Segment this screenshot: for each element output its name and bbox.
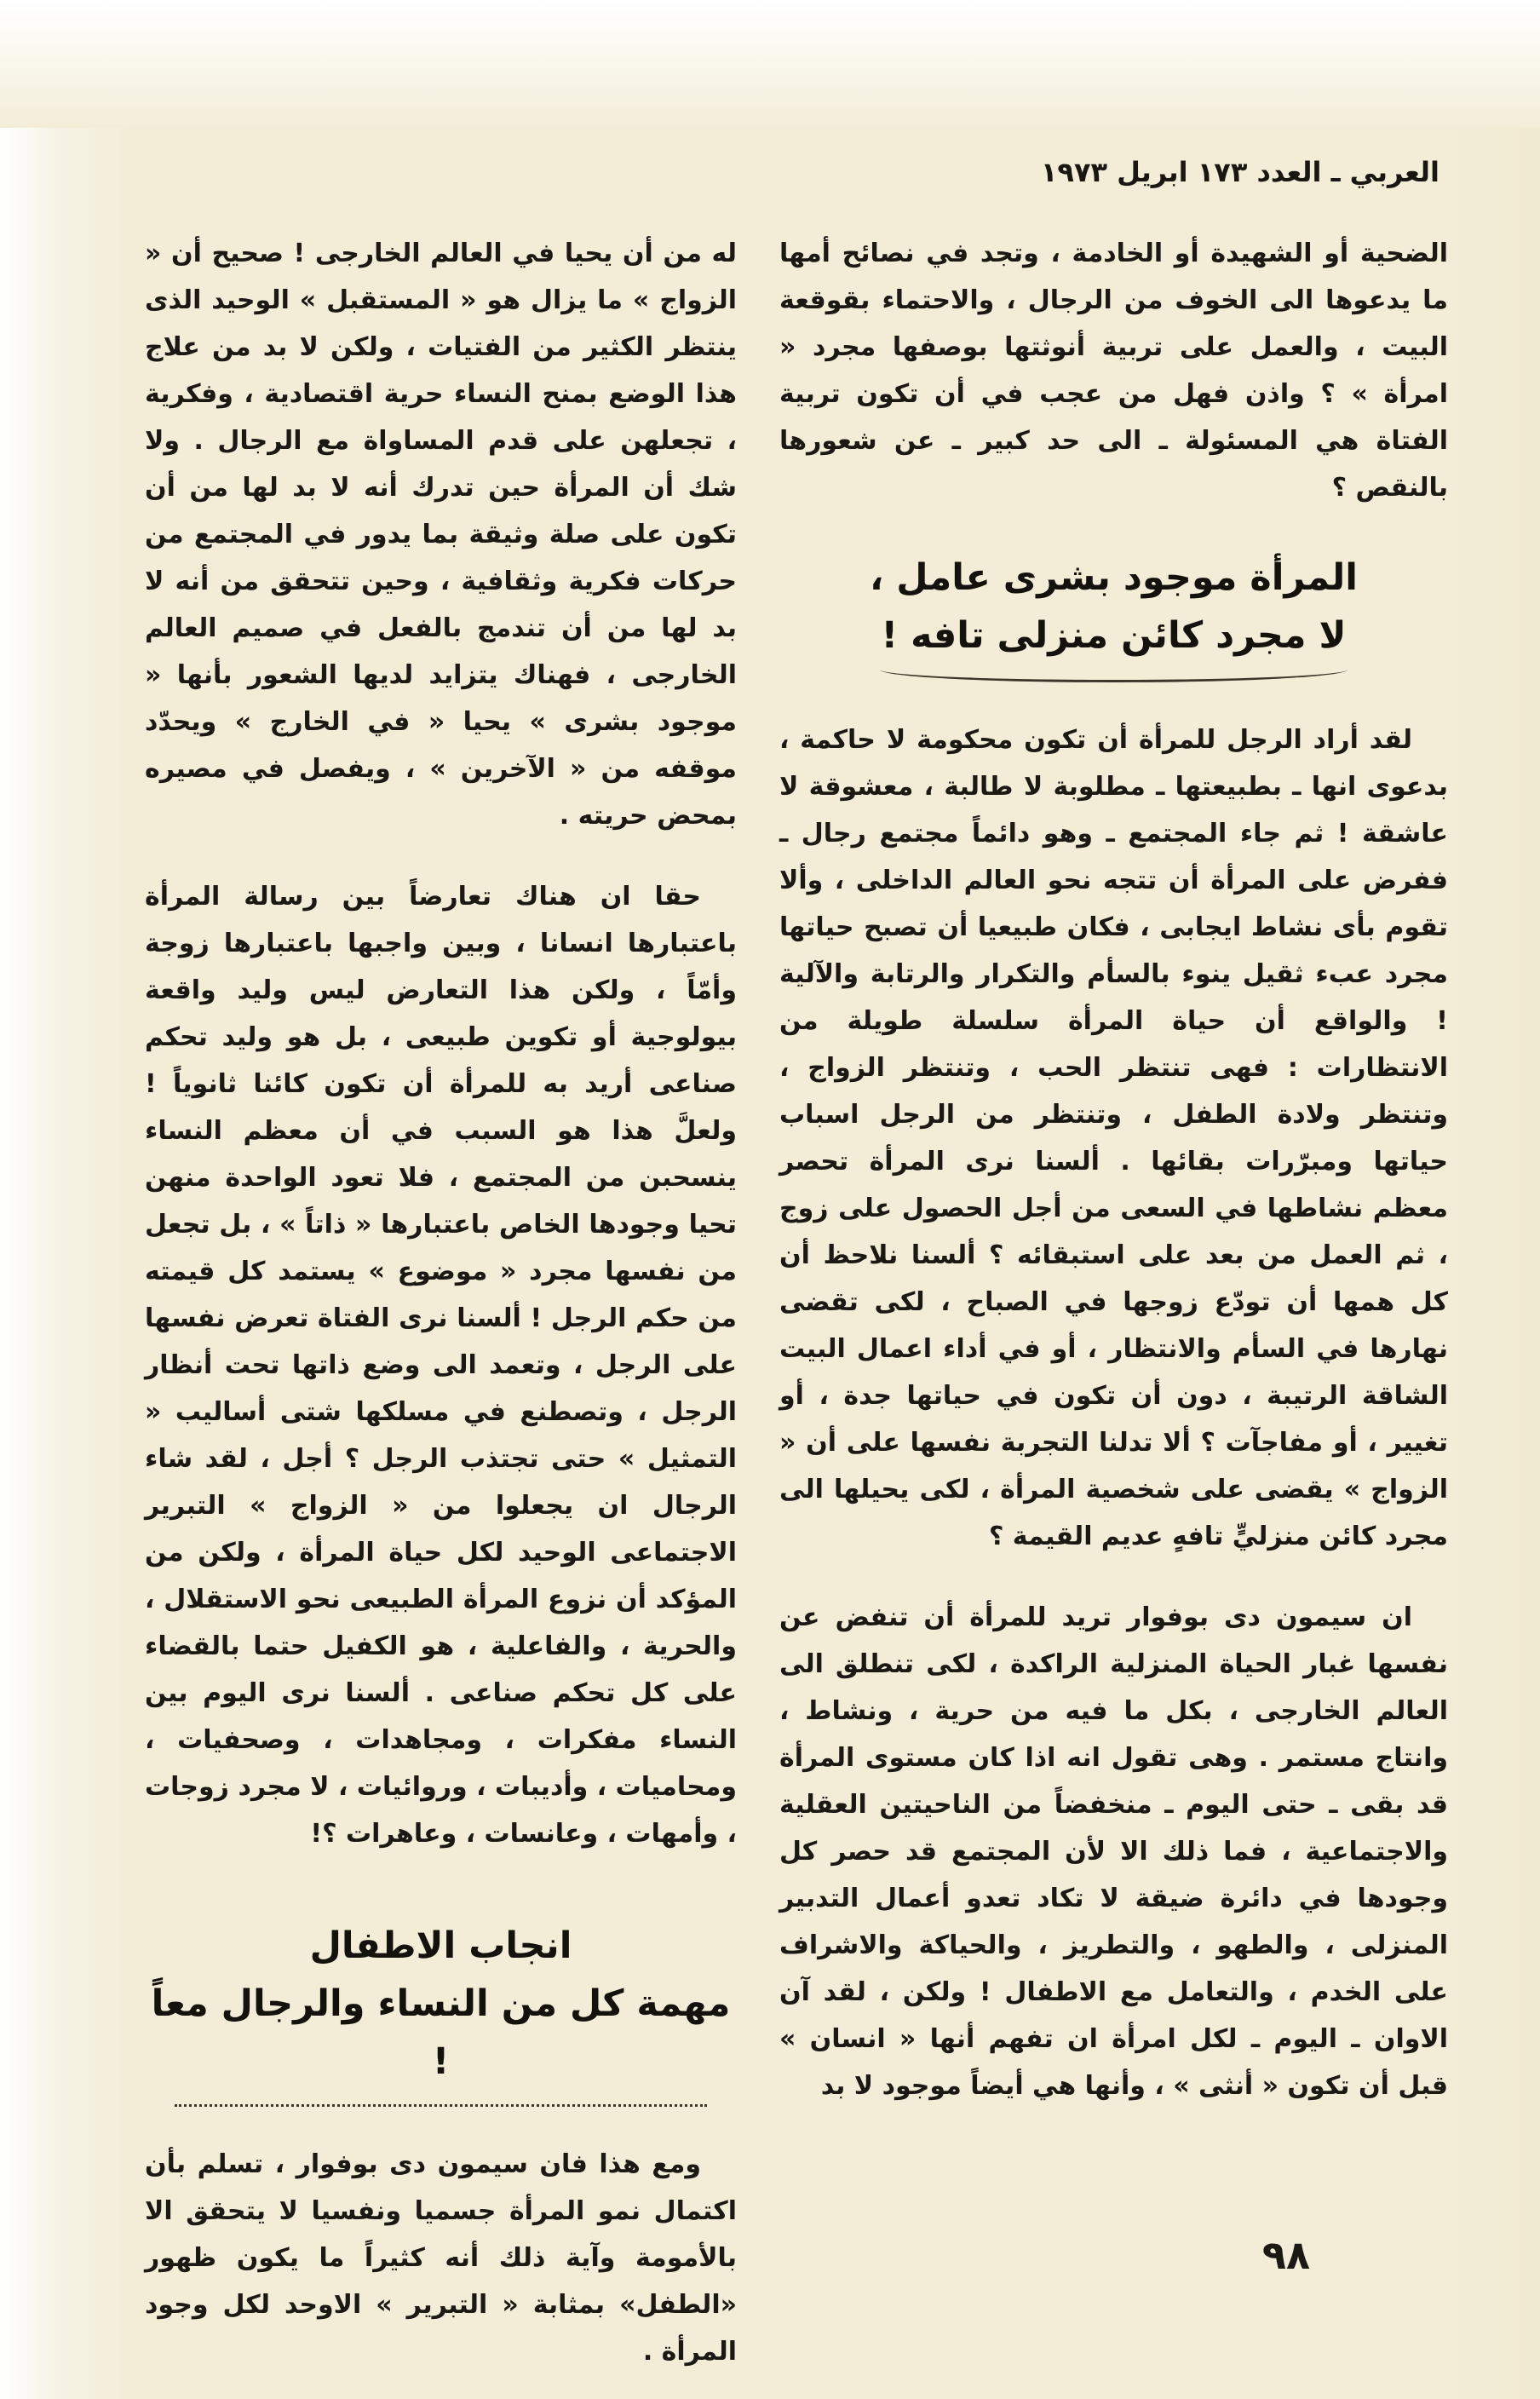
page-edge-shadow-right [1438, 0, 1540, 2399]
section-heading-2 [145, 1917, 737, 2107]
left-column [145, 230, 737, 2367]
section-heading-2-line-2: مهمة كل من النساء والرجال معاً ! [151, 1982, 731, 2083]
paragraph-continued: الضحية أو الشهيدة أو الخادمة ، وتجد في نصائح أمها ما يدعوها الى الخوف من الرجال ، والاحتماء بقوقعة البيت ، والعمل على تربية أنوثتها بوصفها مجرد « امرأة » ؟ واذن فهل من عجب في أن تكون تربية الفتاة هي المسئولة ـ الى حد كبير ـ عن شعورها بالنقص ؟ [779, 239, 1448, 503]
paragraph: ومع هذا فان سيمون دى بوفوار ، تسلم بأن اكتمال نمو المرأة جسميا ونفسيا لا يتحقق الا بالأمومة وآية ذلك أنه كثيراً ما يكون ظهور «الطفل» بمثابة « التبرير » الاوحد لكل وجود المرأة . [145, 2149, 737, 2367]
heading-underline-ornament [880, 670, 1348, 682]
paragraph: لقد أراد الرجل للمرأة أن تكون محكومة لا حاكمة ، بدعوى انها ـ بطبيعتها ـ مطلوبة لا طالبة ، معشوقة لا عاشقة ! ثم جاء المجتمع ـ وهو دائماً مجتمع رجال ـ ففرض على المرأة أن تتجه نحو العالم الداخلى ، وألا تقوم بأى نشاط ايجابى ، فكان طبيعيا أن تصبح حياتها مجرد عبء ثقيل ينوء بالسأم والتكرار والرتابة والآلية ! والواقع أن حياة المرأة سلسلة طويلة من الانتظارات : فهى تنتظر الحب ، وتنتظر الزواج ، وتنتظر ولادة الطفل ، وتنتظر من الرجل اسباب حياتها ومبرّرات بقائها . ألسنا نرى المرأة تحصر معظم نشاطها في السعى من أجل الحصول على زوج ، ثم العمل من بعد على استبقائه ؟ ألسنا نلاحظ أن كل همها أن تودّع زوجها في الصباح ، لكى تقضى نهارها في السأم والانتظار ، أو في أداء اعمال البيت الشاقة الرتيبة ، دون أن تكون في حياتها جدة ، أو تغيير ، أو مفاجآت ؟ ألا تدلنا التجربة نفسها على أن « الزواج » يقضى على شخصية المرأة ، لكى يحيلها الى مجرد كائن منزليٍّ تافهٍ عديم القيمة ؟ [779, 725, 1448, 1551]
page-number: ٩٨ [1261, 2232, 1311, 2278]
paragraph: ان سيمون دى بوفوار تريد للمرأة أن تنفض عن نفسها غبار الحياة المنزلية الراكدة ، لكى تنطلق الى العالم الخارجى ، بكل ما فيه من حرية ، ونشاط ، وانتاج مستمر . وهى تقول انه اذا كان مستوى المرأة قد بقى ـ حتى اليوم ـ منخفضاً من الناحيتين العقلية والاجتماعية ، فما ذلك الا لأن المجتمع قد حصر كل وجودها في دائرة ضيقة لا تكاد تعدو أعمال التدبير المنزلى ، والطهو ، والتطريز ، والحياكة والاشراف على الخدم ، والتعامل مع الاطفال ! ولكن ، لقد آن الاوان ـ اليوم ـ لكل امرأة ان تفهم أنها « انسان » قبل أن تكون « أنثى » ، وأنها هي أيضاً موجود لا بد [779, 1602, 1448, 2101]
paragraph: حقا ان هناك تعارضاً بين رسالة المرأة باعتبارها انسانا ، وبين واجبها باعتبارها زوجة وأمّاً ، ولكن هذا التعارض ليس وليد واقعة بيولوجية أو تكوين طبيعى ، بل هو وليد تحكم صناعى أريد به للمرأة أن تكون كائنا ثانوياً ! ولعلَّ هذا هو السبب في أن معظم النساء ينسحبن من المجتمع ، فلا تعود الواحدة منهن تحيا وجودها الخاص باعتبارها « ذاتاً » ، بل تجعل من نفسها مجرد « موضوع » يستمد كل قيمته من حكم الرجل ! ألسنا نرى الفتاة تعرض نفسها على الرجل ، وتعمد الى وضع ذاتها تحت أنظار الرجل ، وتصطنع في مسلكها شتى أساليب « التمثيل » حتى تجتذب الرجل ؟ أجل ، لقد شاء الرجال ان يجعلوا من « الزواج » التبرير الاجتماعى الوحيد لكل حياة المرأة ، ولكن من المؤكد أن نزوع المرأة الطبيعى نحو الاستقلال ، والحرية ، والفاعلية ، هو الكفيل حتما بالقضاء على كل تحكم صناعى . ألسنا نرى اليوم بين النساء مفكرات ، ومجاهدات ، وصحفيات ، ومحاميات ، وأديبات ، وروائيات ، لا مجرد زوجات ، وأمهات ، وعانسات ، وعاهرات ؟! [145, 882, 737, 1849]
running-header: العربي ـ العدد ١٧٣ ابريل ١٩٧٣ [1040, 156, 1439, 188]
paragraph-continued: له من أن يحيا في العالم الخارجى ! صحيح أن « الزواج » ما يزال هو « المستقبل » الوحيد الذى ينتظر الكثير من الفتيات ، ولكن لا بد من علاج هذا الوضع بمنح النساء حرية اقتصادية ، وفكرية ، تجعلهن على قدم المساواة مع الرجال . ولا شك أن المرأة حين تدرك أنه لا بد لها من أن تكون على صلة وثيقة بما يدور في المجتمع من حركات فكرية وثقافية ، وحين تتحقق من أنه لا بد لها من أن تندمج بالفعل في صميم العالم الخارجى ، فهناك يتزايد لديها الشعور بأنها « موجود بشرى » يحيا « في الخارج » ويحدّد موقفه من « الآخرين » ، ويفصل في مصيره بمحض حريته . [145, 239, 737, 831]
section-heading-2-line-1: انجاب الاطفال [309, 1924, 572, 1967]
section-heading-1-line-1: المرأة موجود بشرى عامل ، [870, 556, 1358, 599]
section-heading-1-line-2: لا مجرد كائن منزلى تافه ! [881, 614, 1347, 657]
section-heading-1 [779, 549, 1448, 682]
right-column [779, 230, 1448, 2181]
heading-underline-ornament [175, 2099, 708, 2107]
page-edge-shadow-top [0, 0, 1540, 128]
page-edge-shadow-left [0, 0, 128, 2399]
